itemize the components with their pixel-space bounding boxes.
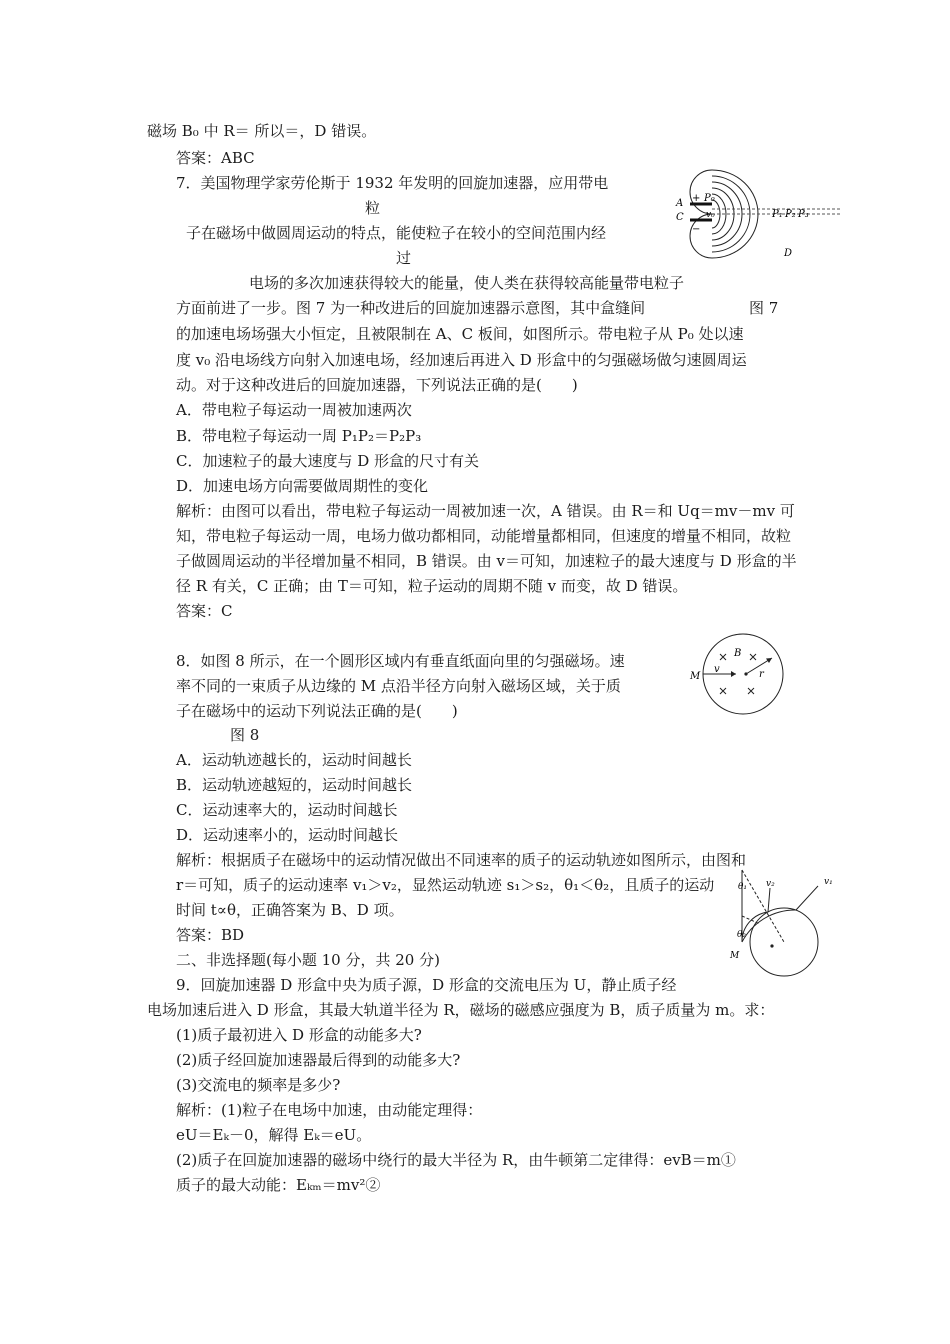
question-7-line: 7．美国物理学家劳伦斯于 1932 年发明的回旋加速器，应用带电: [176, 174, 609, 192]
label-v: v: [714, 664, 720, 675]
figure-8-caption: 图 8: [230, 726, 260, 744]
answer-line: 答案：C: [176, 602, 233, 620]
question-8-line: 子在磁场中的运动下列说法正确的是( ): [176, 702, 458, 720]
option-b: B．带电粒子每运动一周 P₁P₂＝P₂P₃: [176, 427, 422, 445]
question-7-line: 的加速电场场强大小恒定，且被限制在 A、C 板间，如图所示。带电粒子从 P₀ 处以速: [176, 325, 744, 343]
option-a: A．带电粒子每运动一周被加速两次: [176, 401, 412, 419]
label-theta2: θ₂: [737, 930, 747, 940]
label-p3: P₃: [798, 209, 809, 220]
question-7-line: 粒: [365, 199, 381, 217]
figure-7-caption: 图 7: [749, 299, 779, 317]
label-v1: v₁: [824, 877, 833, 887]
analysis-line: 解析：根据质子在磁场中的运动情况做出不同速率的质子的运动轨迹如图所示，由图和: [176, 851, 747, 869]
question-7-line: 过: [396, 249, 412, 267]
question-8-line: 8．如图 8 所示，在一个圆形区域内有垂直纸面向里的匀强磁场。速: [176, 652, 625, 670]
answer-line: 答案：BD: [176, 926, 245, 944]
text-line: 磁场 B₀ 中 R＝ 所以＝，D 错误。: [147, 122, 377, 140]
label-d: D: [784, 248, 793, 259]
analysis-line: eU＝Eₖ－0，解得 Eₖ＝eU。: [176, 1126, 372, 1144]
minus-sign: −: [692, 224, 701, 235]
label-v0: v₀: [706, 210, 715, 220]
analysis-line: 子做圆周运动的半径增加量不相同，B 错误。由 v＝可知，加速粒子的最大速度与 D 形盒的半: [176, 552, 797, 570]
question-9-line: 电场加速后进入 D 形盒，其最大轨道半径为 R，磁场的磁感应强度为 B，质子质量为 m。求：: [147, 1001, 775, 1019]
label-p0: P₀: [704, 193, 715, 204]
analysis-line: 时间 t∝θ，正确答案为 B、D 项。: [176, 901, 404, 919]
analysis-line: (2)质子在回旋加速器的磁场中绕行的最大半径为 R，由牛顿第二定律得：evB＝m①: [176, 1151, 736, 1169]
analysis-line: r＝可知，质子的运动速率 v₁＞v₂，显然运动轨迹 s₁＞s₂，θ₁＜θ₂，且质子的运动: [176, 876, 715, 894]
label-p1: P₁: [772, 209, 783, 220]
sub-question: (1)质子最初进入 D 形盒的动能多大?: [176, 1026, 422, 1044]
question-7-line: 动。对于这种改进后的回旋加速器，下列说法正确的是( ): [176, 376, 578, 394]
label-v2: v₂: [766, 879, 775, 889]
section-heading: 二、非选择题(每小题 10 分，共 20 分): [176, 951, 440, 969]
analysis-line: 径 R 有关，C 正确；由 T＝可知，粒子运动的周期不随 v 而变，故 D 错误。: [176, 577, 688, 595]
question-7-line: 子在磁场中做圆周运动的特点，能使粒子在较小的空间范围内经: [186, 224, 607, 242]
answer-line: 答案：ABC: [176, 149, 255, 167]
label-b: B: [734, 648, 742, 659]
figure-8-magnetic-field: [686, 632, 786, 716]
figure-7-cyclotron: [672, 168, 842, 260]
question-7-line: 度 v₀ 沿电场线方向射入加速电场，经加速后再进入 D 形盒中的匀强磁场做匀速圆周运: [176, 351, 747, 369]
sub-question: (3)交流电的频率是多少?: [176, 1076, 341, 1094]
label-theta1: θ₁: [738, 882, 748, 892]
question-9-line: 9．回旋加速器 D 形盒中央为质子源，D 形盒的交流电压为 U，静止质子经: [176, 976, 677, 994]
option-c: C．运动速率大的，运动时间越长: [176, 801, 398, 819]
question-7-line: 电场的多次加速获得较大的能量，使人类在获得较高能量带电粒子: [249, 274, 685, 292]
option-d: D．运动速率小的，运动时间越长: [176, 826, 399, 844]
label-a: A: [676, 198, 684, 209]
analysis-line: 解析：(1)粒子在电场中加速，由动能定理得：: [176, 1101, 483, 1119]
label-r: r: [759, 669, 764, 680]
question-7-line: 方面前进了一步。图 7 为一种改进后的回旋加速器示意图，其中盒缝间: [176, 299, 646, 317]
option-a: A．运动轨迹越长的，运动时间越长: [176, 751, 412, 769]
analysis-line: 知，带电粒子每运动一周，电场力做功都相同，动能增量都相同，但速度的增量不相同，故粒: [176, 527, 792, 545]
label-m: M: [690, 671, 701, 682]
label-m: M: [730, 951, 740, 961]
analysis-line: 解析：由图可以看出，带电粒子每运动一周被加速一次，A 错误。由 R＝和 Uq＝mv－mv 可: [176, 502, 795, 520]
analysis-line: 质子的最大动能：Eₖₘ＝mv²②: [176, 1176, 381, 1194]
figure-8-trajectories: [726, 862, 838, 978]
option-b: B．运动轨迹越短的，运动时间越长: [176, 776, 413, 794]
label-c: C: [676, 212, 684, 223]
option-c: C．加速粒子的最大速度与 D 形盒的尺寸有关: [176, 452, 480, 470]
sub-question: (2)质子经回旋加速器最后得到的动能多大?: [176, 1051, 461, 1069]
question-8-line: 率不同的一束质子从边缘的 M 点沿半径方向射入磁场区域，关于质: [176, 677, 621, 695]
option-d: D．加速电场方向需要做周期性的变化: [176, 477, 429, 495]
label-p2: P₂: [785, 209, 796, 220]
plus-sign: +: [692, 193, 701, 204]
